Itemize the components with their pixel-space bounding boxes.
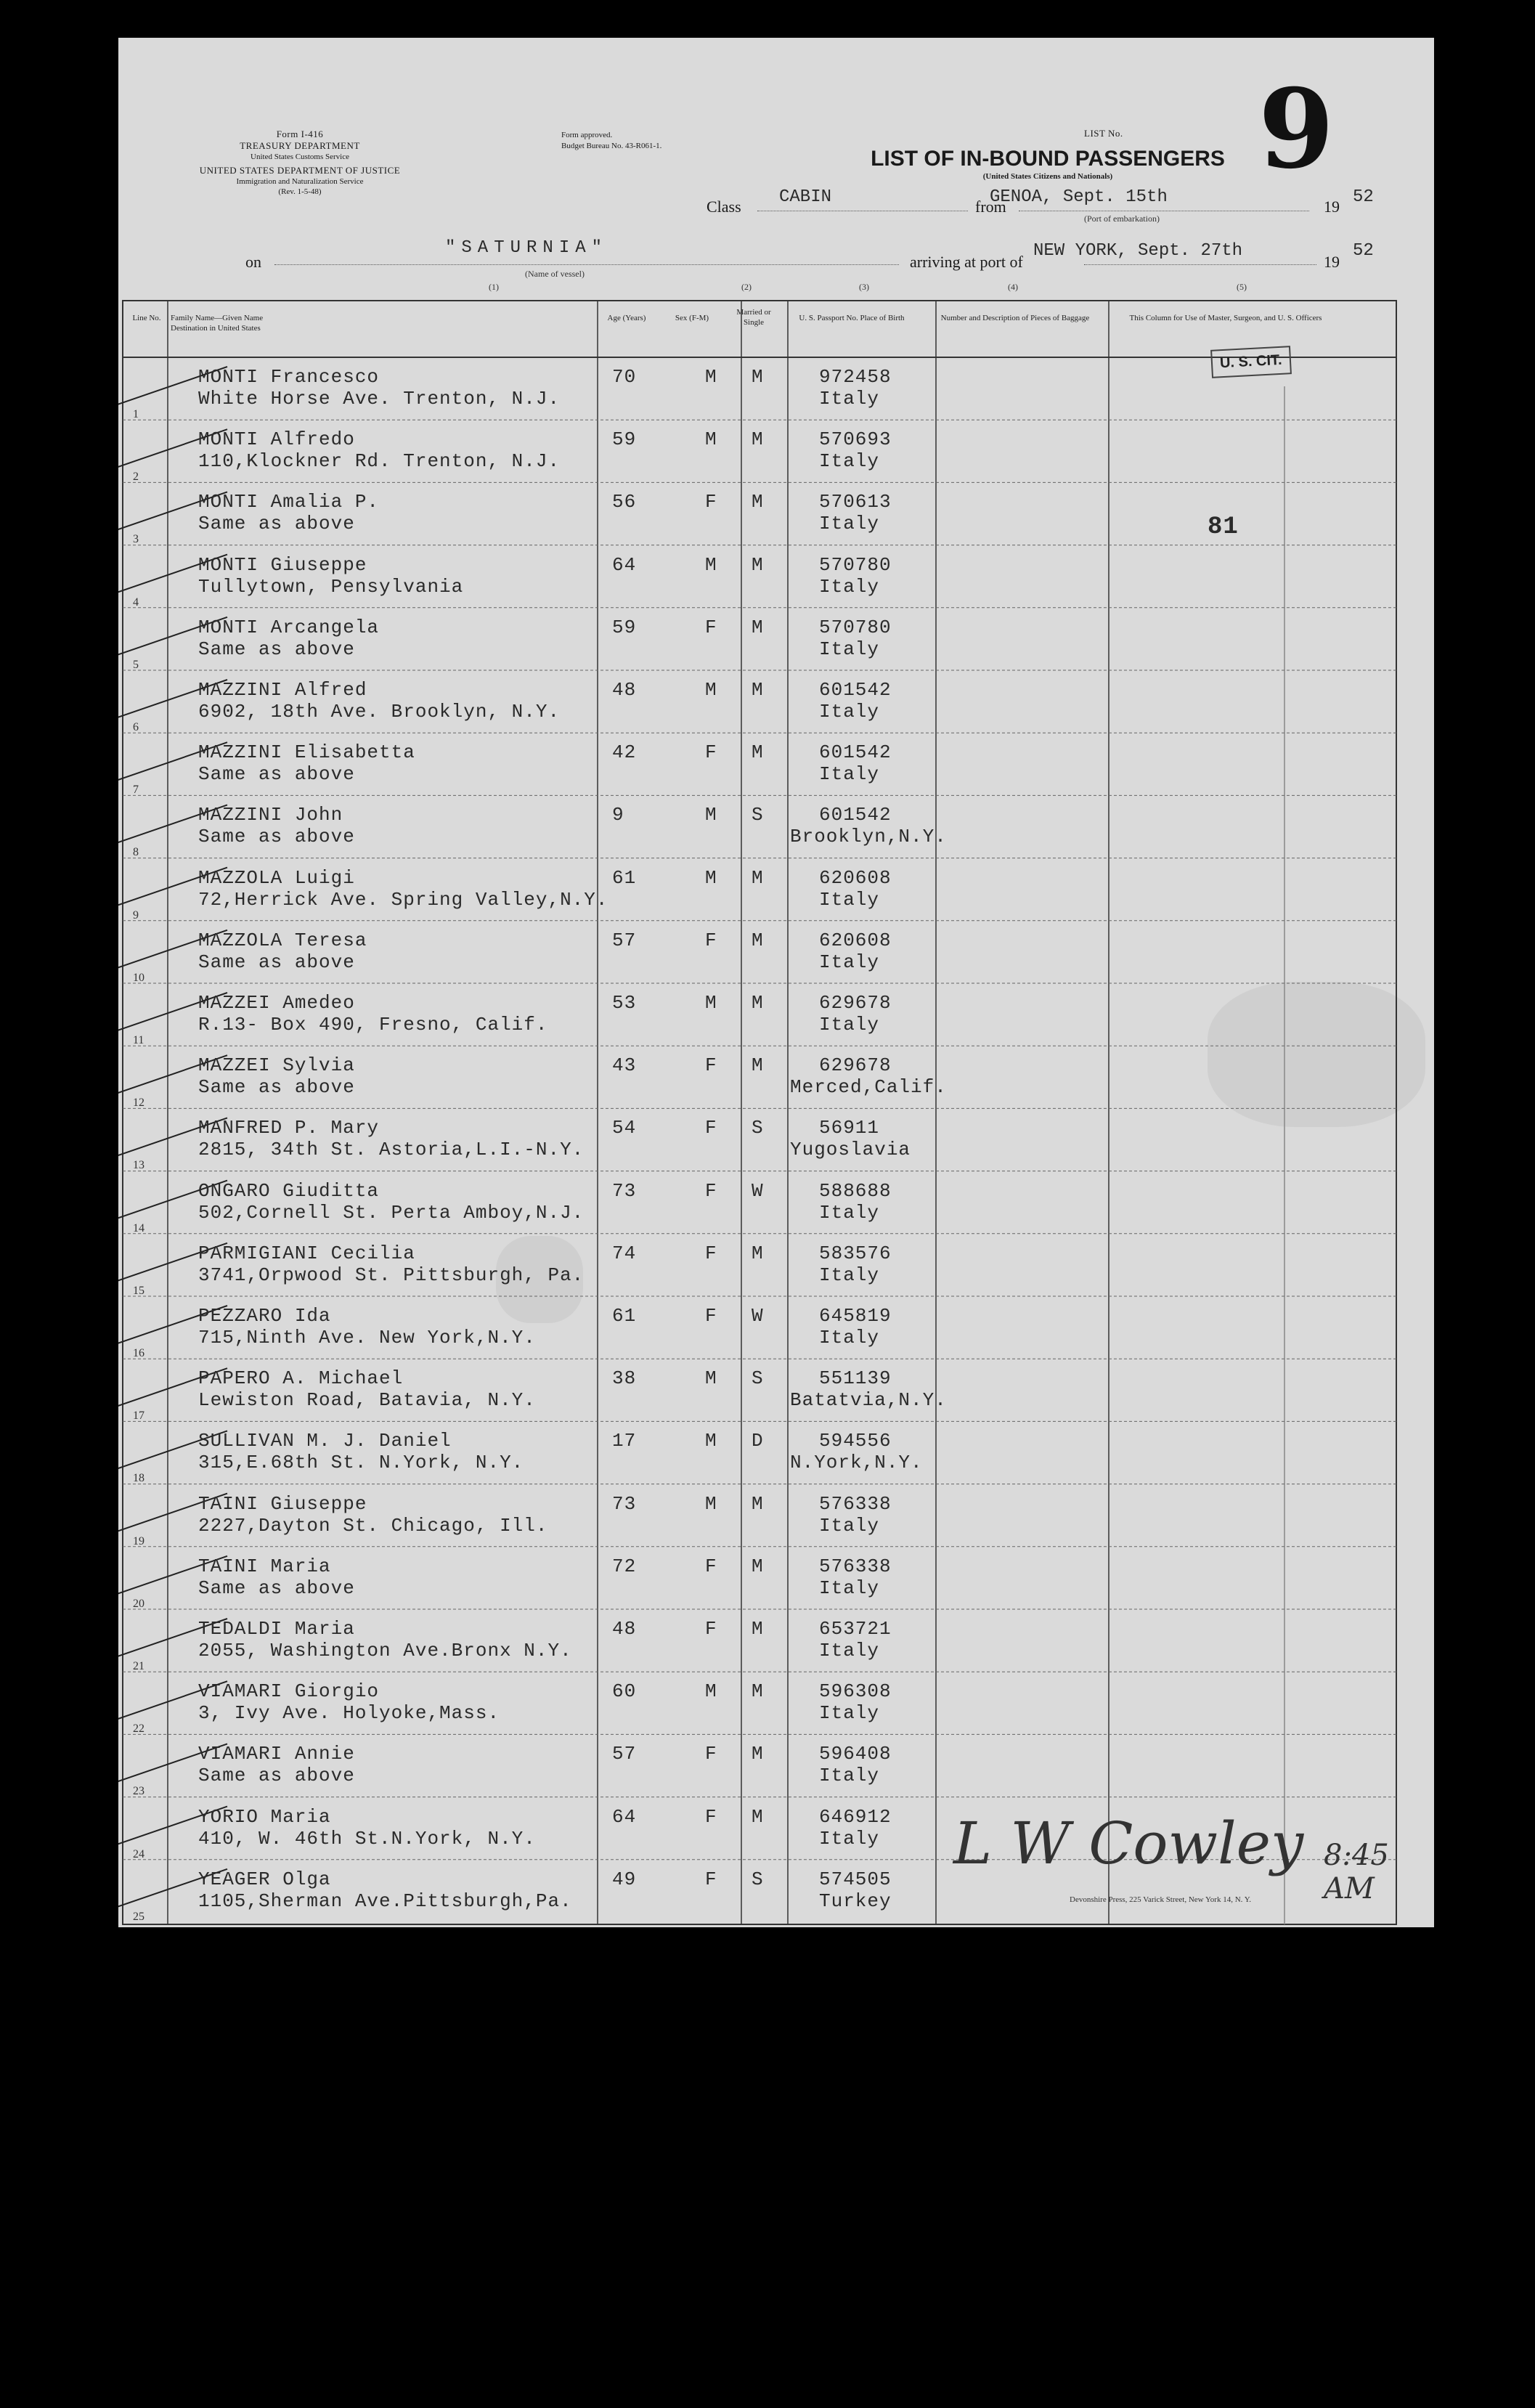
sex: M [705,992,717,1014]
marital-status: M [752,1680,764,1703]
marital-status: M [752,1805,764,1828]
line-number: 15 [133,1284,144,1297]
marital-status: S [752,1117,764,1139]
destination: 3741,Orpwood St. Pittsburgh, Pa. [198,1264,585,1286]
col-header-sex: Sex (F-M) [675,314,709,322]
passport-number: 601542 [819,741,892,764]
passenger-name: MONTI Giuseppe [198,553,367,576]
place-of-birth: Turkey [819,1890,892,1912]
passenger-name: VIAMARI Giorgio [198,1680,380,1703]
marital-status: D [752,1430,764,1452]
passport-number: 56911 [819,1117,880,1139]
col-num-2: (2) [741,282,752,292]
place-of-birth: Batatvia,N.Y. [790,1389,947,1412]
line-number: 4 [133,595,139,609]
list-number-label: LIST No. [1084,128,1123,139]
sex: F [705,491,717,513]
line-number: 16 [133,1347,144,1359]
passport-number: 574505 [819,1868,892,1890]
sex: F [705,1618,717,1640]
vessel-name: "SATURNIA" [445,238,608,258]
age: 43 [612,1054,637,1077]
sex: M [705,1492,717,1515]
destination: 2815, 34th St. Astoria,L.I.-N.Y. [198,1139,585,1161]
form-subtitle: (United States Citizens and Nationals) [982,172,1113,181]
passenger-name: TAINI Giuseppe [198,1492,367,1515]
from-value: GENOA, Sept. 15th [990,187,1168,207]
destination: Same as above [198,826,355,848]
passenger-name: MAZZINI Alfred [198,679,367,701]
marital-status: M [752,616,764,638]
place-of-birth: Italy [819,513,880,535]
age: 61 [612,866,637,889]
marital-status: M [752,1743,764,1765]
marital-status: M [752,1492,764,1515]
marital-status: M [752,866,764,889]
age: 64 [612,553,637,576]
passport-number: 629678 [819,992,892,1014]
marital-status: S [752,1367,764,1390]
year-1: 52 [1353,187,1374,207]
line-number: 21 [133,1660,144,1672]
justice-label: UNITED STATES DEPARTMENT OF JUSTICE [199,165,401,176]
line-number: 7 [133,784,139,797]
passenger-name: MANFRED P. Mary [198,1117,380,1139]
marital-status: M [752,1054,764,1077]
signature-time: 8:45 AM [1324,1839,1389,1905]
us-citizen-stamp: U. S. CIT. [1210,346,1291,378]
destination: Same as above [198,763,355,786]
age: 57 [612,929,637,951]
destination: 6902, 18th Ave. Brooklyn, N.Y. [198,701,561,723]
destination: Lewiston Road, Batavia, N.Y. [198,1389,536,1412]
line-number: 23 [133,1785,144,1798]
destination: R.13- Box 490, Fresno, Calif. [198,1014,548,1036]
line-number: 24 [133,1847,144,1860]
from-label: from [975,198,1006,216]
sex: M [705,1430,717,1452]
sex: M [705,804,717,826]
place-of-birth: Italy [819,888,880,911]
list-number: 9 [1258,65,1335,193]
passport-number: 596408 [819,1743,892,1765]
col-num-3: (3) [859,282,869,292]
marital-status: M [752,1555,764,1577]
arriving-label: arriving at port of [910,253,1023,271]
budget-bureau: Budget Bureau No. 43-R061-1. [561,142,662,150]
passenger-name: MAZZOLA Teresa [198,929,367,951]
place-of-birth: Italy [819,1514,880,1537]
line-number: 6 [133,721,139,733]
sex: F [705,616,717,638]
destination: Same as above [198,1577,355,1599]
line-number: 9 [133,908,139,922]
destination: 72,Herrick Ave. Spring Valley,N.Y. [198,888,608,911]
passport-number: 570613 [819,491,892,513]
passport-number: 551139 [819,1367,892,1390]
passport-number: 570780 [819,553,892,576]
form-title: LIST OF IN-BOUND PASSENGERS [871,147,1225,171]
form-number: Form I-416 [276,129,324,139]
passenger-name: PEZZARO Ida [198,1305,331,1327]
passport-number: 576338 [819,1555,892,1577]
marital-status: S [752,1868,764,1890]
passenger-name: MONTI Arcangela [198,616,380,638]
age: 73 [612,1492,637,1515]
age: 48 [612,1618,637,1640]
passport-number: 601542 [819,804,892,826]
signature: L W Cowley [953,1810,1304,1877]
revision-label: (Rev. 1-5-48) [278,187,322,196]
age: 59 [612,428,637,451]
passport-number: 646912 [819,1805,892,1828]
passport-number: 601542 [819,679,892,701]
passport-number: 594556 [819,1430,892,1452]
col-header-passport: U. S. Passport No. Place of Birth [799,314,905,322]
ins-label: Immigration and Naturalization Service [236,177,364,186]
col-header-age: Age (Years) [607,314,646,322]
sex: M [705,1367,717,1390]
destination: 2055, Washington Ave.Bronx N.Y. [198,1640,572,1661]
age: 38 [612,1367,637,1390]
age: 42 [612,741,637,764]
year-prefix-1: 19 [1324,198,1340,216]
passenger-name: YEAGER Olga [198,1868,331,1890]
sex: F [705,741,717,764]
year-2: 52 [1353,241,1374,261]
destination: Same as above [198,638,355,660]
sex: M [705,1680,717,1703]
place-of-birth: N.York,N.Y. [790,1452,923,1474]
col-header-name: Family Name—Given Name Destination in United States [171,314,264,333]
place-of-birth: Italy [819,1765,880,1787]
place-of-birth: Italy [819,1827,880,1850]
line-number: 8 [133,846,139,859]
destination: 3, Ivy Ave. Holyoke,Mass. [198,1702,500,1725]
place-of-birth: Italy [819,1264,880,1286]
marital-status: M [752,366,764,388]
arrival-port: NEW YORK, Sept. 27th [1033,241,1243,261]
marital-status: M [752,929,764,951]
passenger-name: SULLIVAN M. J. Daniel [198,1430,452,1452]
destination: Same as above [198,951,355,973]
class-label: Class [707,198,741,216]
passenger-name: TAINI Maria [198,1555,331,1577]
destination: 315,E.68th St. N.York, N.Y. [198,1452,524,1474]
age: 49 [612,1868,637,1890]
age: 61 [612,1305,637,1327]
place-of-birth: Italy [819,1201,880,1224]
sex: M [705,428,717,451]
destination: 410, W. 46th St.N.York, N.Y. [198,1827,536,1850]
age: 59 [612,616,637,638]
destination: White Horse Ave. Trenton, N.J. [198,388,561,410]
place-of-birth: Yugoslavia [790,1139,911,1161]
age: 9 [612,804,624,826]
sex: F [705,1868,717,1890]
passenger-name: MAZZOLA Luigi [198,866,355,889]
sex: M [705,866,717,889]
marital-status: M [752,1618,764,1640]
passport-number: 576338 [819,1492,892,1515]
age: 70 [612,366,637,388]
passport-number: 583576 [819,1242,892,1264]
passenger-name: PAPERO A. Michael [198,1367,404,1390]
passport-number: 588688 [819,1179,892,1202]
year-prefix-2: 19 [1324,253,1340,271]
manifest-sheet [118,38,1434,1927]
line-number: 20 [133,1597,144,1610]
passport-number: 620608 [819,866,892,889]
place-of-birth: Italy [819,763,880,786]
treasury-label: TREASURY DEPARTMENT [240,140,360,151]
destination: Same as above [198,1765,355,1787]
age: 74 [612,1242,637,1264]
customs-label: United States Customs Service [251,152,349,161]
age: 64 [612,1805,637,1828]
vessel-name-label: (Name of vessel) [525,269,585,279]
marital-status: M [752,428,764,451]
passenger-name: MAZZEI Sylvia [198,1054,355,1077]
sex: F [705,929,717,951]
sex: M [705,679,717,701]
line-number: 17 [133,1410,144,1423]
sex: F [705,1743,717,1765]
passport-number: 596308 [819,1680,892,1703]
col-header-line-no: Line No. [132,314,161,322]
age: 73 [612,1179,637,1202]
printer-imprint: Devonshire Press, 225 Varick Street, New York 14, N. Y. [1070,1895,1252,1904]
place-of-birth: Italy [819,575,880,598]
passenger-name: MAZZEI Amedeo [198,992,355,1014]
marital-status: M [752,1242,764,1264]
sex: F [705,1242,717,1264]
marital-status: W [752,1179,764,1202]
age: 48 [612,679,637,701]
marital-status: S [752,804,764,826]
passport-number: 653721 [819,1618,892,1640]
place-of-birth: Italy [819,450,880,473]
passenger-name: MONTI Francesco [198,366,380,388]
line-number: 2 [133,471,139,484]
sex: F [705,1054,717,1077]
marital-status: M [752,992,764,1014]
marital-status: W [752,1305,764,1327]
passport-number: 645819 [819,1305,892,1327]
place-of-birth: Merced,Calif. [790,1076,947,1099]
passport-number: 629678 [819,1054,892,1077]
sex: F [705,1555,717,1577]
port-embarkation-label: (Port of embarkation) [1084,213,1160,224]
age: 54 [612,1117,637,1139]
destination: 1105,Sherman Ave.Pittsburgh,Pa. [198,1890,572,1912]
passport-number: 972458 [819,366,892,388]
passenger-name: PARMIGIANI Cecilia [198,1242,415,1264]
age: 72 [612,1555,637,1577]
passenger-name: MONTI Alfredo [198,428,355,451]
place-of-birth: Italy [819,638,880,660]
line-number: 1 [133,408,139,420]
destination: 2227,Dayton St. Chicago, Ill. [198,1514,548,1537]
col-num-5: (5) [1237,282,1247,292]
sex: F [705,1805,717,1828]
destination: 715,Ninth Ave. New York,N.Y. [198,1327,536,1349]
passenger-name: TEDALDI Maria [198,1618,355,1640]
age: 17 [612,1430,637,1452]
passport-number: 570693 [819,428,892,451]
place-of-birth: Italy [819,951,880,973]
passenger-name: VIAMARI Annie [198,1743,355,1765]
col-header-married: Married or Single [736,308,771,327]
col-header-officers: This Column for Use of Master, Surgeon, and U. S. Officers [1129,314,1322,322]
officer-number: 81 [1208,513,1239,541]
passenger-name: ONGARO Giuditta [198,1179,380,1202]
sex: M [705,553,717,576]
destination: Same as above [198,1076,355,1099]
on-label: on [245,253,261,271]
marital-status: M [752,741,764,764]
passenger-name: MAZZINI John [198,804,343,826]
place-of-birth: Italy [819,1014,880,1036]
class-value: CABIN [779,187,832,207]
place-of-birth: Italy [819,701,880,723]
age: 53 [612,992,637,1014]
line-number: 19 [133,1534,144,1547]
sex: F [705,1179,717,1202]
sex: F [705,1305,717,1327]
line-number: 5 [133,658,139,671]
line-number: 25 [133,1910,144,1923]
destination: 110,Klockner Rd. Trenton, N.J. [198,450,561,473]
passenger-name: YORIO Maria [198,1805,331,1828]
passport-number: 570780 [819,616,892,638]
col-header-baggage: Number and Description of Pieces of Baggage [940,314,1090,322]
passenger-name: MONTI Amalia P. [198,491,380,513]
line-number: 18 [133,1472,144,1485]
col-num-4: (4) [1008,282,1018,292]
col-num-1: (1) [489,282,499,292]
sex: F [705,1117,717,1139]
marital-status: M [752,491,764,513]
destination: 502,Cornell St. Perta Amboy,N.J. [198,1201,585,1224]
marital-status: M [752,553,764,576]
place-of-birth: Brooklyn,N.Y. [790,826,947,848]
place-of-birth: Italy [819,1702,880,1725]
place-of-birth: Italy [819,388,880,410]
marital-status: M [752,679,764,701]
line-number: 14 [133,1221,144,1234]
line-number: 13 [133,1159,144,1172]
line-number: 22 [133,1722,144,1736]
age: 60 [612,1680,637,1703]
passenger-name: MAZZINI Elisabetta [198,741,415,764]
age: 57 [612,1743,637,1765]
line-number: 12 [133,1097,144,1110]
form-approved: Form approved. [561,131,613,139]
line-number: 11 [133,1034,144,1046]
line-number: 3 [133,533,139,546]
line-number: 10 [133,971,144,984]
place-of-birth: Italy [819,1640,880,1661]
passport-number: 620608 [819,929,892,951]
destination: Tullytown, Pensylvania [198,575,464,598]
place-of-birth: Italy [819,1577,880,1599]
age: 56 [612,491,637,513]
destination: Same as above [198,513,355,535]
place-of-birth: Italy [819,1327,880,1349]
sex: M [705,366,717,388]
